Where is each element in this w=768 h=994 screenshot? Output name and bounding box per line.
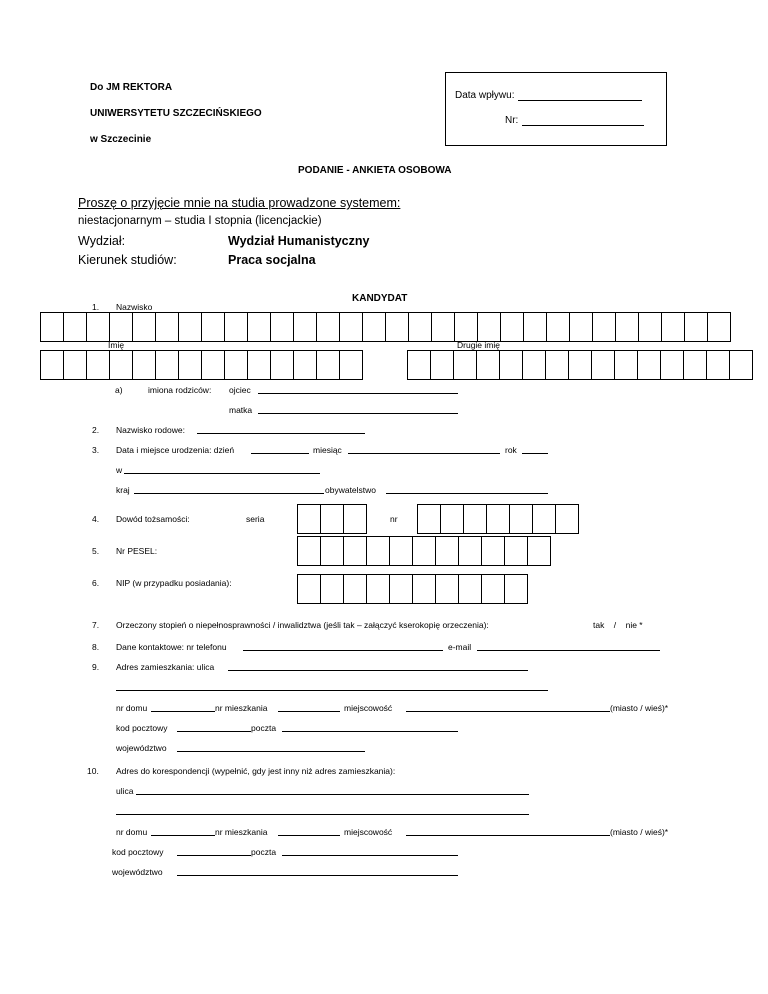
registration-box — [445, 72, 667, 146]
corr-flat-number-field[interactable] — [278, 835, 340, 836]
faculty-label: Wydział: — [78, 234, 126, 248]
item-number-10: 10. — [87, 766, 99, 776]
id-number-label: nr — [390, 514, 398, 524]
addressee-line-1: Do JM REKTORA — [90, 82, 173, 93]
item-number-4: 4. — [92, 514, 100, 524]
addressee-line-2: UNIWERSYTETU SZCZECIŃSKIEGO — [90, 108, 262, 119]
corr-street-field[interactable] — [136, 794, 529, 795]
family-name-field[interactable] — [197, 433, 365, 434]
study-mode: niestacjonarnym – studia I stopnia (licencjackie) — [78, 215, 322, 227]
second-name-cells[interactable] — [408, 350, 753, 380]
item-number-3: 3. — [92, 445, 100, 455]
corr-post-office-label: poczta — [251, 847, 277, 857]
study-request: Proszę o przyjęcie mnie na studia prowadzone systemem: — [78, 196, 401, 210]
addressee-line-3: w Szczecinie — [90, 134, 152, 145]
birth-day-field[interactable] — [251, 453, 309, 454]
father-label: ojciec — [229, 385, 251, 395]
registration-number-field[interactable] — [522, 125, 644, 126]
street-field-continued[interactable] — [116, 690, 548, 691]
corr-house-number-field[interactable] — [151, 835, 215, 836]
house-number-label: nr domu — [116, 703, 148, 713]
birth-place-field[interactable] — [124, 473, 320, 474]
country-field[interactable] — [134, 493, 324, 494]
first-name-label: Imię — [108, 340, 125, 350]
corr-city-field[interactable] — [406, 835, 610, 836]
citizenship-label: obywatelstwo — [325, 485, 377, 495]
country-label: kraj — [116, 485, 130, 495]
voivodeship-field[interactable] — [177, 751, 365, 752]
date-received-label: Data wpływu: — [455, 90, 515, 101]
city-type-label: (miasto / wieś)* — [610, 703, 669, 713]
flat-number-field[interactable] — [278, 711, 340, 712]
item-number-9: 9. — [92, 662, 100, 672]
disability-yes-no[interactable]: tak / nie * — [593, 620, 643, 630]
birth-year-field[interactable] — [522, 453, 548, 454]
form-title: PODANIE - ANKIETA OSOBOWA — [298, 165, 452, 176]
field-of-study-value: Praca socjalna — [228, 253, 316, 267]
id-document-label: Dowód tożsamości: — [116, 514, 190, 524]
first-name-cells[interactable] — [41, 350, 363, 380]
mother-name-field[interactable] — [258, 413, 458, 414]
birth-month-field[interactable] — [348, 453, 500, 454]
item-number-5: 5. — [92, 546, 100, 556]
field-of-study-label: Kierunek studiów: — [78, 253, 177, 267]
corr-city-type-label: (miasto / wieś)* — [610, 827, 669, 837]
disability-label: Orzeczony stopień o niepełnosprawności / inwalidztwa (jeśli tak – załączyć kserokopię orzeczenia): — [116, 620, 489, 630]
corr-street-field-continued[interactable] — [116, 814, 529, 815]
pesel-cells[interactable] — [298, 536, 551, 566]
nip-cells[interactable] — [298, 574, 528, 604]
street-label: Adres zamieszkania: ulica — [116, 662, 215, 672]
corr-voivodeship-label: województwo — [112, 867, 163, 877]
item-number-2: 2. — [92, 425, 100, 435]
phone-label: Dane kontaktowe: nr telefonu — [116, 642, 227, 652]
birth-place-label: w — [116, 465, 123, 475]
birth-date-label: Data i miejsce urodzenia: dzień — [116, 445, 235, 455]
item-number-6: 6. — [92, 578, 100, 588]
surname-label: Nazwisko — [116, 302, 153, 312]
email-label: e-mail — [448, 642, 472, 652]
corr-house-number-label: nr domu — [116, 827, 148, 837]
city-label: miejscowość — [344, 703, 393, 713]
corr-street-label: ulica — [116, 786, 134, 796]
surname-cells[interactable] — [41, 312, 731, 342]
date-received-field[interactable] — [518, 100, 642, 101]
voivodeship-label: województwo — [116, 743, 167, 753]
family-name-label: Nazwisko rodowe: — [116, 425, 185, 435]
id-series-label: seria — [246, 514, 265, 524]
pesel-label: Nr PESEL: — [116, 546, 158, 556]
post-office-label: poczta — [251, 723, 277, 733]
city-field[interactable] — [406, 711, 610, 712]
postcode-label: kod pocztowy — [116, 723, 168, 733]
house-number-field[interactable] — [151, 711, 215, 712]
flat-number-label: nr mieszkania — [215, 703, 268, 713]
corr-voivodeship-field[interactable] — [177, 875, 458, 876]
email-field[interactable] — [477, 650, 660, 651]
item-number-7: 7. — [92, 620, 100, 630]
mother-label: matka — [229, 405, 253, 415]
corr-postcode-field[interactable] — [177, 855, 251, 856]
nip-label: NIP (w przypadku posiadania): — [116, 578, 232, 588]
registration-number-label: Nr: — [505, 115, 519, 126]
faculty-value: Wydział Humanistyczny — [228, 234, 370, 248]
father-name-field[interactable] — [258, 393, 458, 394]
corr-city-label: miejscowość — [344, 827, 393, 837]
phone-field[interactable] — [243, 650, 443, 651]
corr-flat-number-label: nr mieszkania — [215, 827, 268, 837]
item-number-8: 8. — [92, 642, 100, 652]
id-number-cells[interactable] — [418, 504, 579, 534]
citizenship-field[interactable] — [386, 493, 548, 494]
year-label: rok — [505, 445, 517, 455]
item-number-1: 1. — [92, 302, 100, 312]
postcode-field[interactable] — [177, 731, 251, 732]
month-label: miesiąc — [313, 445, 342, 455]
post-office-field[interactable] — [282, 731, 458, 732]
id-series-cells[interactable] — [298, 504, 367, 534]
correspondence-address-label: Adres do korespondencji (wypełnić, gdy jest inny niż adres zamieszkania): — [116, 766, 396, 776]
second-name-label: Drugie imię — [457, 340, 500, 350]
corr-postcode-label: kod pocztowy — [112, 847, 164, 857]
item-a: a) — [115, 385, 123, 395]
candidate-section-title: KANDYDAT — [352, 293, 408, 304]
corr-post-office-field[interactable] — [282, 855, 458, 856]
parents-names-label: imiona rodziców: — [148, 385, 212, 395]
street-field[interactable] — [228, 670, 528, 671]
